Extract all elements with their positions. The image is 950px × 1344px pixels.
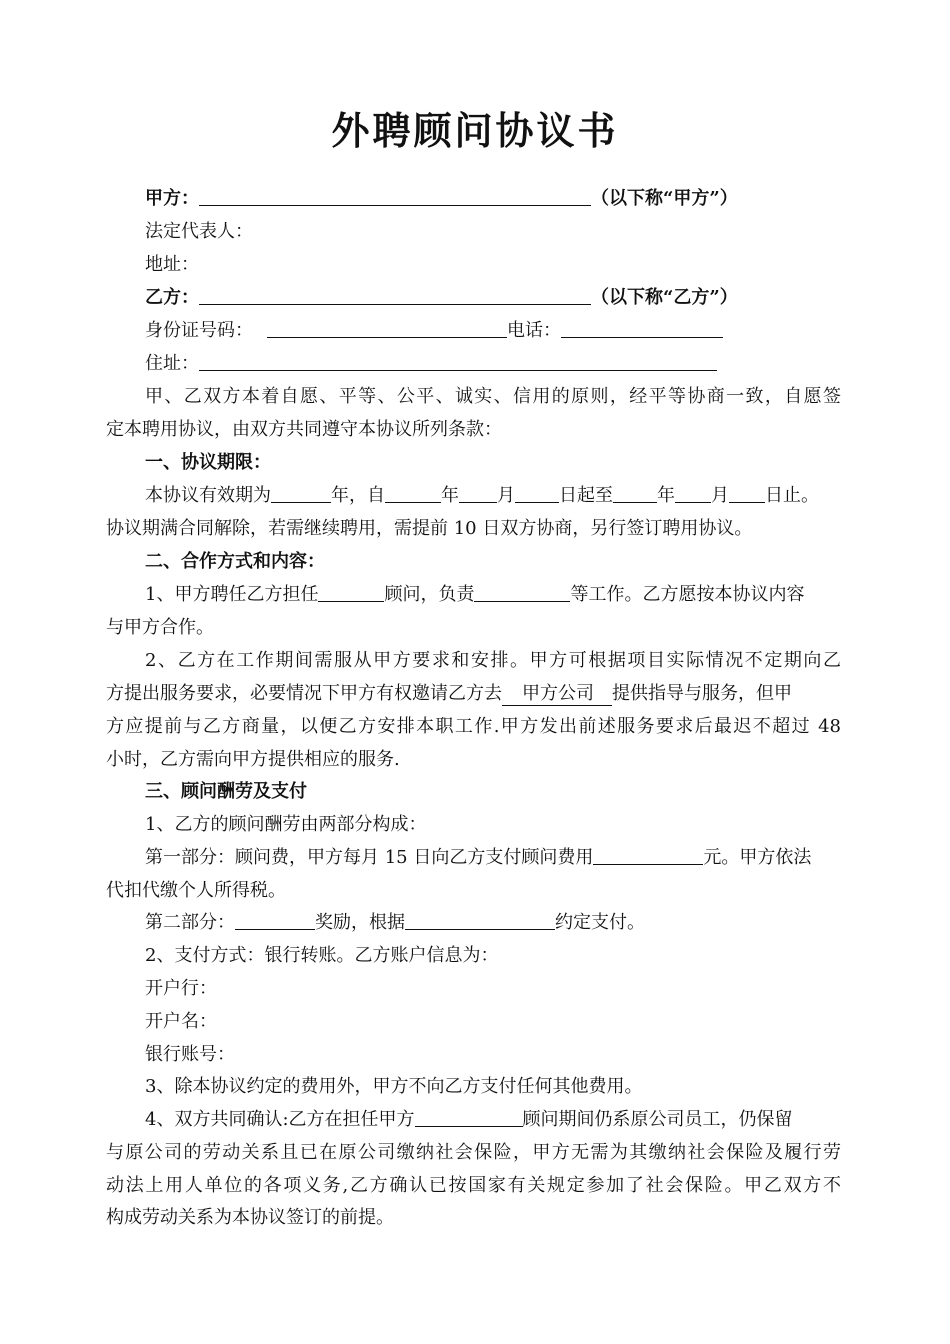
- payment-method: 2、支付方式：银行转账。乙方账户信息为：: [145, 945, 499, 966]
- account-name-field: 开户名：: [145, 1011, 217, 1032]
- remuneration-item-3: 3、除本协议约定的费用外，甲方不向乙方支付任何其他费用。: [145, 1076, 643, 1097]
- position-blank[interactable]: [318, 579, 384, 602]
- remuneration-item-4: 4、双方共同确认:乙方在担任甲方 顾问期间仍系原公司员工，仍保留: [145, 1104, 841, 1136]
- bank-field: 开户行：: [145, 978, 217, 999]
- cooperation-item-1: 1、甲方聘任乙方担任 顾问，负责 等工作。乙方愿按本协议内容: [145, 579, 841, 611]
- remuneration-part-2: 第二部分： 奖励，根据 约定支付。: [145, 907, 841, 939]
- section-heading-term: 一、协议期限：: [145, 452, 271, 473]
- party-a-line: 甲方： （以下称“甲方”）: [145, 183, 841, 215]
- id-number-blank[interactable]: [267, 315, 507, 338]
- consultant-role-blank[interactable]: [415, 1104, 523, 1127]
- id-phone-line: 身份证号码： 电话：: [145, 315, 841, 347]
- remuneration-item-4-line3: 动法上用人单位的各项义务,乙方确认已按国家有关规定参加了社会保险。甲乙双方不: [106, 1175, 841, 1196]
- term-years-blank[interactable]: [271, 480, 331, 503]
- document-title: 外聘顾问协议书: [331, 108, 619, 153]
- party-a-address: 地址：: [145, 254, 199, 275]
- party-a-name-blank[interactable]: [199, 183, 591, 206]
- cooperation-item-2-line2: 方提出服务要求，必要情况下甲方有权邀请乙方去 甲方公司 提供指导与服务，但甲: [106, 683, 792, 704]
- party-b-name-blank[interactable]: [199, 282, 591, 305]
- cooperation-item-2: 2、乙方在工作期间需服从甲方要求和安排。甲方可根据项目实际情况不定期向乙: [145, 650, 841, 671]
- cooperation-item-2-line3: 方应提前与乙方商量，以便乙方安排本职工作.甲方发出前述服务要求后最迟不超过 48: [106, 716, 841, 737]
- consulting-fee-blank[interactable]: [593, 842, 703, 865]
- account-number-field: 银行账号：: [145, 1044, 235, 1065]
- intro-paragraph-cont: 定本聘用协议，由双方共同遵守本协议所列条款：: [106, 419, 502, 440]
- remuneration-item-1: 1、乙方的顾问酬劳由两部分构成：: [145, 814, 427, 835]
- cooperation-item-1-cont: 与甲方合作。: [106, 617, 214, 638]
- intro-paragraph: 甲、乙双方本着自愿、平等、公平、诚实、信用的原则，经平等协商一致，自愿签: [145, 386, 841, 407]
- term-line: 本协议有效期为 年，自 年 月 日起至 年 月 日止。: [145, 480, 841, 512]
- company-name-field[interactable]: 甲方公司: [502, 683, 612, 706]
- legal-representative: 法定代表人：: [145, 221, 253, 242]
- section-heading-cooperation: 二、合作方式和内容：: [145, 551, 325, 572]
- start-month-blank[interactable]: [459, 480, 497, 503]
- remuneration-part-1-cont: 代扣代缴个人所得税。: [106, 880, 286, 901]
- start-year-blank[interactable]: [385, 480, 441, 503]
- end-year-blank[interactable]: [613, 480, 657, 503]
- end-month-blank[interactable]: [675, 480, 711, 503]
- remuneration-item-4-line2: 与原公司的劳动关系且已在原公司缴纳社会保险，甲方无需为其缴纳社会保险及履行劳: [106, 1142, 841, 1163]
- term-renewal-text: 协议期满合同解除，若需继续聘用，需提前 10 日双方协商，另行签订聘用协议。: [106, 518, 753, 539]
- bonus-basis-blank[interactable]: [405, 907, 555, 930]
- residence-line: 住址：: [145, 348, 841, 380]
- cooperation-item-2-line4: 小时，乙方需向甲方提供相应的服务.: [106, 749, 400, 770]
- phone-blank[interactable]: [561, 315, 723, 338]
- bonus-type-blank[interactable]: [235, 907, 315, 930]
- start-day-blank[interactable]: [515, 480, 559, 503]
- end-day-blank[interactable]: [729, 480, 765, 503]
- party-b-line: 乙方： （以下称“乙方”）: [145, 282, 841, 314]
- remuneration-part-1: 第一部分：顾问费，甲方每月 15 日向乙方支付顾问费用 元。甲方依法: [145, 842, 841, 874]
- residence-blank[interactable]: [199, 348, 717, 371]
- remuneration-item-4-line4: 构成劳动关系为本协议签订的前提。: [106, 1207, 394, 1228]
- section-heading-remuneration: 三、顾问酬劳及支付: [145, 781, 307, 802]
- duties-blank[interactable]: [474, 579, 570, 602]
